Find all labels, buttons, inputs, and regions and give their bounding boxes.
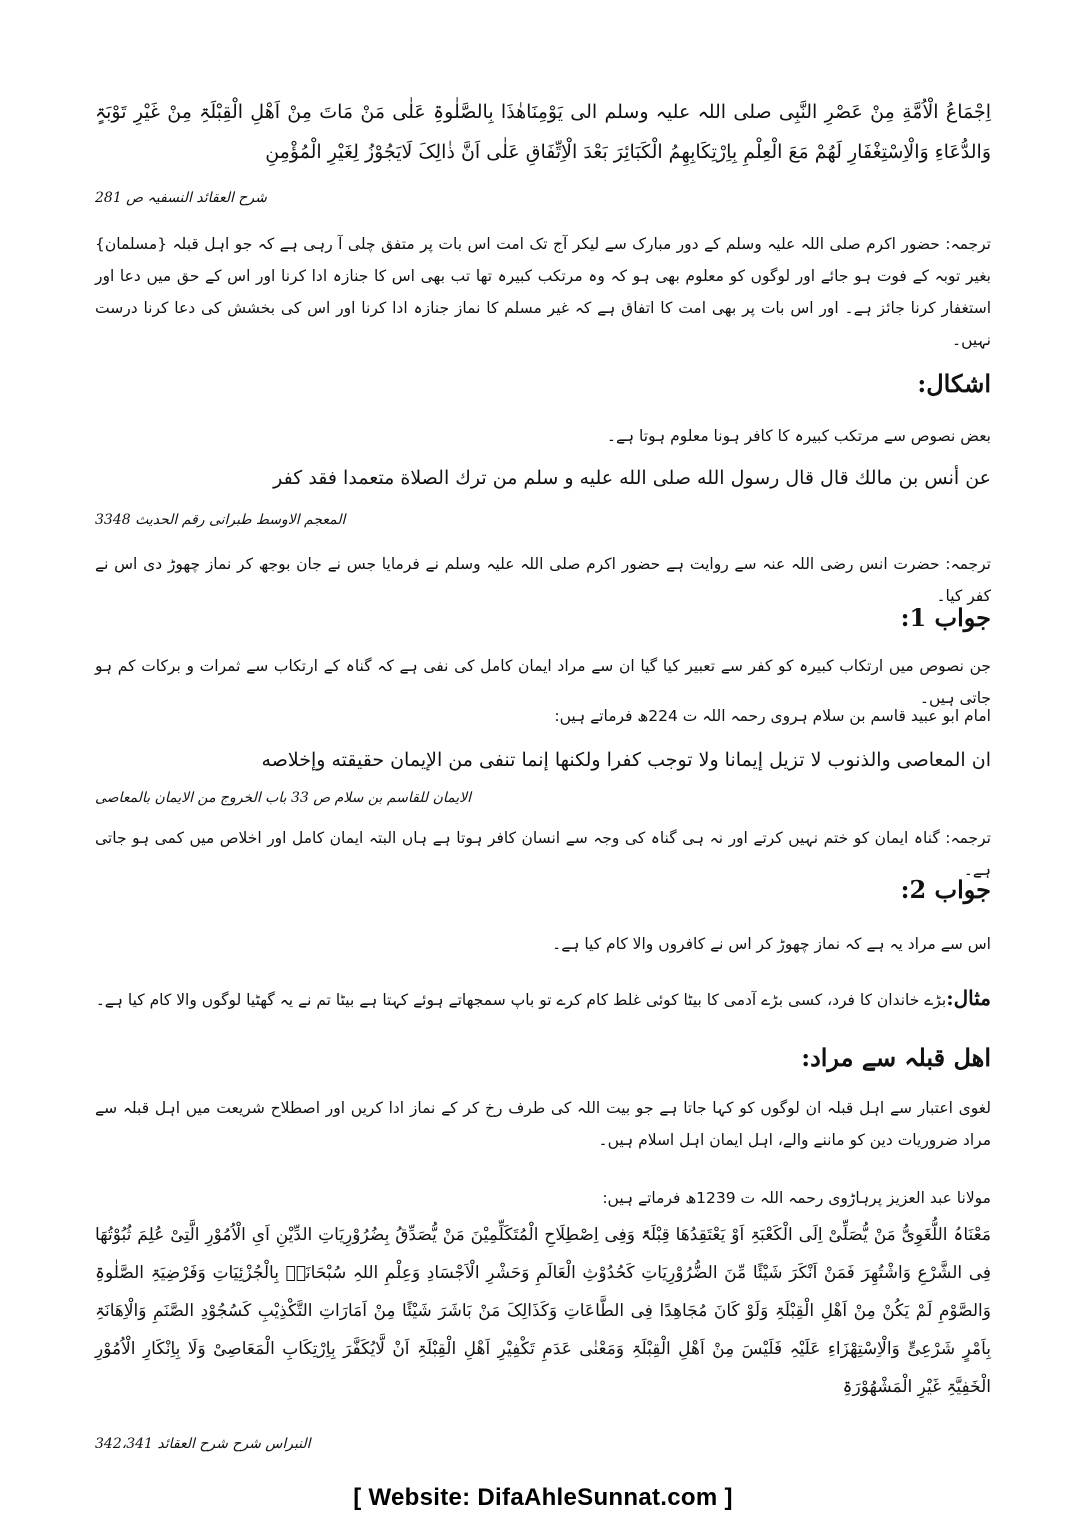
misal-text: بڑے خاندان کا فرد، کسی بڑے آدمی کا بیٹا کوئی غلط کام کرے تو باپ سمجھاتے ہوئے کہتا ہے بیٹا تم نے یہ گھٹیا لوگوں والا کام کیا ہے۔	[95, 991, 947, 1009]
ahle-qibla-definition: لغوی اعتبار سے اہل قبلہ ان لوگوں کو کہا جاتا ہے جو بیت اللہ کی طرف رخ کر کے نماز ادا کریں اور اصطلاح شریعت میں اہل قبلہ سے مراد ضروریات دین کو ماننے والے، اہل ایمان اہل اسلام ہیں۔	[95, 1099, 991, 1149]
translation-hadith: ترجمہ: حضرت انس رضی اللہ عنہ سے روایت ہے حضور اکرم صلی اللہ علیہ وسلم نے فرمایا جس نے جان بوجھ کر نماز چھوڑ دی اس نے کفر کیا۔	[95, 555, 991, 605]
reference-tabarani: المعجم الاوسط طبرانی رقم الحدیث 3348	[95, 512, 346, 528]
ishkal-text: بعض نصوص سے مرتکب کبیرہ کا کافر ہونا معلوم ہوتا ہے۔	[606, 427, 991, 445]
misal-paragraph	[95, 982, 991, 1016]
heading-ishkal: اشکال:	[917, 369, 991, 398]
arabic-hadith-anas: عن أنس بن مالك قال قال رسول الله صلی الله علیه و سلم من ترك الصلاة متعمدا فقد كفر	[273, 467, 991, 489]
translation-abu-ubaid: ترجمہ: گناہ ایمان کو ختم نہیں کرتے اور نہ ہی گناہ کی وجہ سے انسان کافر ہوتا ہے ہاں البتہ ایمان کامل اور اخلاص میں کمی ہو جاتی ہے۔	[95, 829, 991, 879]
translation-paragraph-1: ترجمہ: حضور اکرم صلی اللہ علیہ وسلم کے دور مبارک سے لیکر آج تک امت اس بات پر متفق چلی آ رہی ہے کہ جو اہل قبلہ {مسلمان} بغیر توبہ کے فوت ہو جائے اور لوگوں کو معلوم بھی ہو کہ وہ مرتکب کبیرہ تھا تب بھی اس کا جنازہ ادا کرنا اور اس کے حق میں دعا اور استغفار کرنا جائز ہے۔ اور اس بات پر بھی امت کا اتفاق ہے کہ غیر مسلم کا نماز جنازہ ادا کرنا اور اس کی بخشش کی دعا کرنا درست نہیں۔	[95, 235, 991, 349]
imam-abu-ubaid-intro: امام ابو عبید قاسم بن سلام ہروی رحمہ اللہ ت 224ھ فرماتے ہیں:	[554, 707, 991, 725]
reference-nibras: النبراس شرح شرح العقائد 342،341	[95, 1436, 311, 1452]
arabic-quote-abu-ubaid: ان المعاصی والذنوب لا تزیل إیمانا ولا توجب کفرا ولکنھا إنما تنفی من الإیمان حقیقته وإخلاصه	[261, 749, 991, 771]
heading-jawab-2: جواب 2:	[900, 875, 991, 904]
reference-sharh-aqaid: شرح العقائد النسفیہ ص 281	[95, 190, 267, 206]
reference-al-iman: الایمان للقاسم بن سلام ص 33 باب الخروج من الایمان بالمعاصی	[95, 790, 472, 806]
website-footer: [ Website: DifaAhleSunnat.com ]	[353, 1484, 733, 1511]
heading-jawab-1: جواب 1:	[900, 603, 991, 632]
arabic-quote-nibras: مَعْنَاہُ اللُّغَوِیُّ مَنْ یُّصَلِّیْ اِلَی الْکَعْبَۃِ اَوْ یَعْتَقِدُھَا قِبْلَۃً وَفِی اِصْطِلَاحِ الْمُتَکَلِّمِیْنَ مَنْ یُّصَدِّقُ بِضُرُوْرِیَاتِ الدِّیْنِ اَیِ الْاُمُوْرِ الَّتِیْ عُلِمَ ثُبُوْتُھَا فِی الشَّرْعِ وَاشْتُھِرَ فَمَنْ اَنْکَرَ شَیْئًا مِّنَ الضُّرُوْرِیَاتِ کَحُدُوْثِ الْعَالَمِ وَحَشْرِ الْاَجْسَادِ وَعِلْمِ اللہِ سُبْحَانَہٗ بِالْجُزْئِیَاتِ وَفَرْضِیَۃِ الصَّلٰوۃِ وَالصَّوْمِ لَمْ یَکُنْ مِنْ اَھْلِ الْقِبْلَۃِ وَلَوْ کَانَ مُجَاھِدًا فِی الطَّاعَاتِ وَکَذَالِکَ مَنْ بَاشَرَ شَیْئًا مِنْ اَمَارَاتِ التَّکْذِیْبِ کَسُجُوْدِ الصَّنَمِ وَالْاِھَانَۃِ بِاَمْرٍ شَرْعِیٍّ وَالْاِسْتِھْزَاءِ عَلَیْہِ فَلَیْسَ مِنْ اَھْلِ الْقِبْلَۃِ وَمَعْنٰی عَدَمِ تَکْفِیْرِ اَھْلِ الْقِبْلَۃِ اَنْ لَّایُکَفَّرَ بِاِرْتِکَابِ الْمَعَاصِیْ وَلَا بِاِنْکَارِ الْاُمُوْرِ الْخَفِیَّۃِ غَیْرِ الْمَشْھُوْرَۃِ	[95, 1225, 991, 1397]
heading-ahle-qibla: اھل قبلہ سے مراد:	[801, 1043, 991, 1072]
jawab-2-text: اس سے مراد یہ ہے کہ نماز چھوڑ کر اس نے کافروں والا کام کیا ہے۔	[552, 935, 991, 953]
misal-label: مثال:	[946, 986, 991, 1010]
maulana-abdul-aziz-intro: مولانا عبد العزیز پرہاڑوی رحمہ اللہ ت 1239ھ فرماتے ہیں:	[602, 1189, 991, 1207]
arabic-quote-ijma: اِجْمَاعُ الْاُمَّةِ مِنْ عَصْرِ النَّبِی صلی اللہ علیہ وسلم الی یَوْمِنَاھٰذَا بِالصَّلٰوۃِ عَلٰی مَنْ مَاتَ مِنْ اَھْلِ الْقِبْلَۃِ مِنْ غَیْرِ تَوْبَۃٍ وَالدُّعَاءِ وَالْاِسْتِغْفَارِ لَھُمْ مَعَ الْعِلْمِ بِاِرْتِکَابِھِمُ الْکَبَائِرَ بَعْدَ الْاِتِّفَاقِ عَلٰی اَنَّ ذٰالِکَ لَایَجُوْزُ لِغَیْرِ الْمُؤْمِنِ	[95, 101, 991, 163]
jawab-1-text: جن نصوص میں ارتکاب کبیرہ کو کفر سے تعبیر کیا گیا ان سے مراد ایمان کامل کی نفی ہے کہ گناہ کے ارتکاب سے ثمرات و برکات کم ہو جاتی ہیں۔	[95, 657, 991, 707]
